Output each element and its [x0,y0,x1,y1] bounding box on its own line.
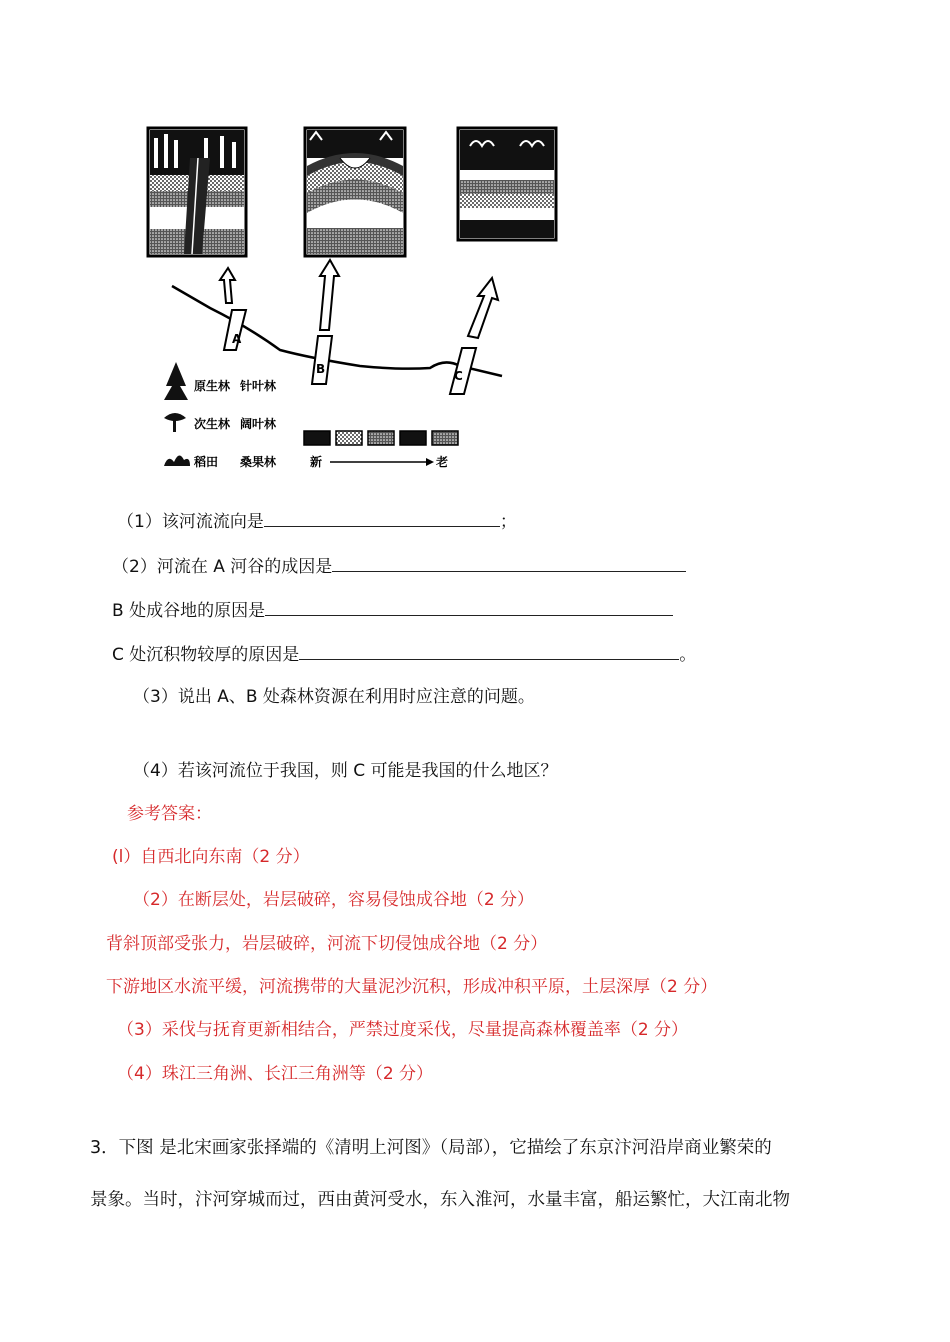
section-panel-b [305,128,405,256]
answer-1: (l）自西北向东南（2 分） [112,847,310,867]
section-marker-b [312,336,332,384]
question-2a: （2）河流在 A 河谷的成因是 [112,553,686,579]
legend [164,362,458,469]
label-b: B [316,362,326,376]
label-a: A [232,332,242,346]
answer-blank-2b[interactable] [265,597,673,616]
answer-blank-2c[interactable] [299,641,679,660]
answer-heading: 参考答案： [127,804,212,824]
section-panel-c [458,128,556,240]
svg-text:阔叶林: 阔叶林 [240,417,277,431]
question-3-intro-line2: 景象。当时，汴河穿城而过，西由黄河受水，东入淮河，水量丰富，船运繁忙，大江南北物 [90,1190,790,1210]
answer-3: （3）采伐与抚育更新相结合，严禁过度采伐，尽量提高森林覆盖率（2 分） [117,1020,689,1040]
answer-2: （2）在断层处，岩层破碎，容易侵蚀成谷地（2 分） [133,890,535,910]
svg-text:次生林: 次生林 [194,417,231,431]
answer-4: （4）珠江三角洲、长江三角洲等（2 分） [117,1064,434,1084]
svg-text:稻田: 稻田 [194,455,219,469]
section-panel-a [148,128,246,256]
svg-text:针叶林: 针叶林 [240,379,277,393]
question-2b: B 处成谷地的原因是 [112,597,673,623]
svg-text:老: 老 [436,455,449,469]
paddy-icon [164,455,190,466]
svg-text:原生林: 原生林 [194,379,231,393]
question-1: （1）该河流流向是 ； [117,508,517,534]
strata-age-scale [304,431,458,445]
question-3: （3）说出 A、B 处森林资源在利用时应注意的问题。 [133,687,535,707]
question-3-intro-line1: 3．下图 是北宋画家张择端的《清明上河图》（局部），它描绘了东京汴河沿岸商业繁荣的 [90,1138,772,1158]
question-2c: C 处沉积物较厚的原因是 。 [112,641,696,667]
answer-blank-1[interactable] [264,508,500,527]
answer-2c: 下游地区水流平缓，河流携带的大量泥沙沉积，形成冲积平原，土层深厚（2 分） [106,977,718,997]
question-4: （4）若该河流位于我国，则 C 可能是我国的什么地区？ [133,761,558,781]
answer-blank-2a[interactable] [332,553,686,572]
conifer-icon [164,362,188,400]
answer-2b: 背斜顶部受张力，岩层破碎，河流下切侵蚀成谷地（2 分） [106,934,548,954]
svg-text:桑果林: 桑果林 [240,455,277,469]
broadleaf-icon [164,413,186,432]
svg-text:新: 新 [310,455,323,469]
river-line [172,286,502,376]
geology-river-figure [140,118,580,488]
label-c: C [454,369,463,383]
arrows [220,260,498,338]
